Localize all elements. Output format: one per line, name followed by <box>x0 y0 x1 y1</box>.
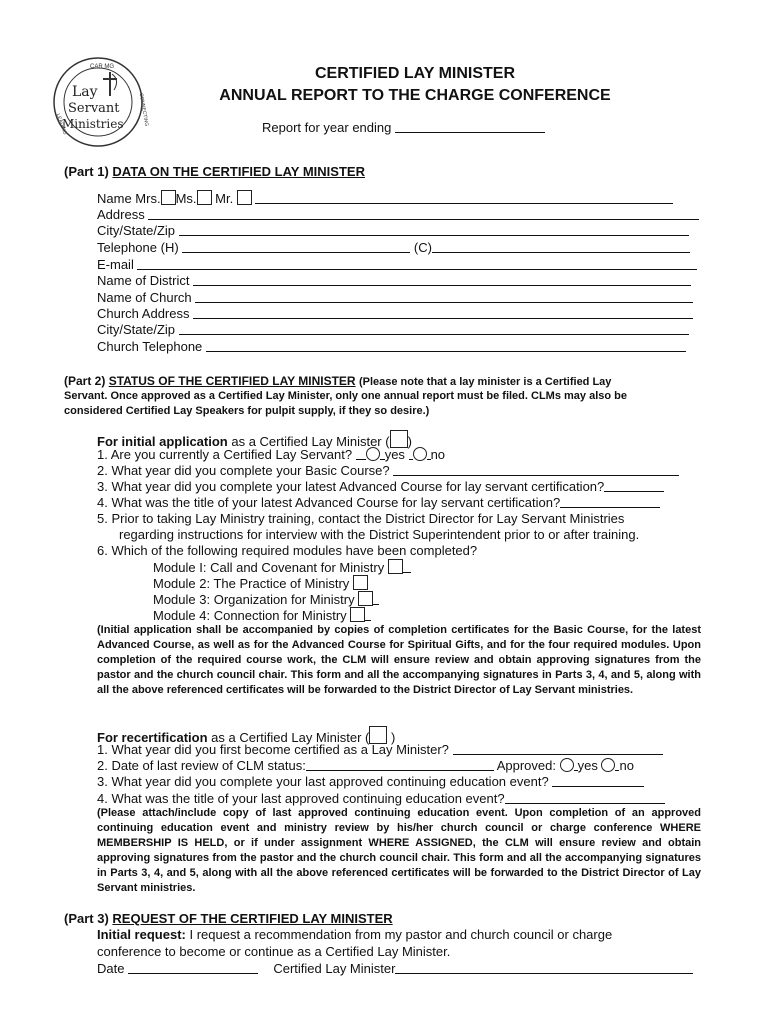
initial-request-label: Initial request: <box>97 927 186 942</box>
svg-text:LEADING: LEADING <box>54 112 68 136</box>
initial-application-text: as a Certified Lay Minister ( <box>231 434 390 449</box>
module-1-label: Module I: Call and Covenant for Ministry <box>153 560 385 575</box>
part2-heading: STATUS OF THE CERTIFIED LAY MINISTER <box>108 374 356 388</box>
approved-no-radio[interactable] <box>601 758 615 772</box>
telephone-home-field[interactable] <box>182 240 410 253</box>
part3-heading: REQUEST OF THE CERTIFIED LAY MINISTER <box>112 911 393 926</box>
recert-question-3-field[interactable] <box>552 774 644 787</box>
report-year-field[interactable] <box>395 120 545 133</box>
email-row <box>97 257 697 273</box>
address-label: Address <box>97 207 145 222</box>
part2-note-2: Servant. Once approved as a Certified Lay Minister, only one annual report must be filed. CLMs may also be <box>64 390 627 402</box>
initial-application-label: For initial application <box>97 434 228 449</box>
telephone-cell-label: (C) <box>413 240 432 255</box>
question-1-text: 1. Are you currently a Certified Lay Servant? <box>97 447 353 462</box>
address-field[interactable] <box>148 207 699 220</box>
question-1-row <box>97 447 445 463</box>
part2-note-3: considered Certified Lay Speakers for pulpit supply, if they so desire.) <box>64 405 430 417</box>
module-2-row <box>153 575 368 592</box>
q1-no-radio[interactable] <box>413 447 427 461</box>
question-2-text: 2. What year did you complete your Basic Course? <box>97 463 390 478</box>
email-field[interactable] <box>137 257 697 270</box>
name-mr-label: Mr. <box>215 191 234 206</box>
question-4-text: 4. What was the title of your latest Advanced Course for lay servant certification? <box>97 495 561 510</box>
part1-header <box>64 164 365 180</box>
question-3-text: 3. What year did you complete your latest Advanced Course for lay servant certification? <box>97 479 605 494</box>
approved-yes-label: yes <box>577 758 598 773</box>
part3-label: (Part 3) <box>64 911 109 926</box>
report-year-row <box>262 120 545 136</box>
telephone-row <box>97 240 690 256</box>
question-5-line2: regarding instructions for interview with the District Superintendent prior to or after training. <box>119 527 640 542</box>
q1-yes-blank <box>356 447 366 460</box>
initial-application-checkbox[interactable] <box>390 430 408 448</box>
church-address-field[interactable] <box>193 306 693 319</box>
svg-text:Ministries: Ministries <box>62 117 124 131</box>
question-6-text: 6. Which of the following required modules have been completed? <box>97 543 478 558</box>
module-3-checkbox[interactable] <box>358 591 373 606</box>
recert-question-4-field[interactable] <box>505 791 665 804</box>
church-telephone-row <box>97 339 686 355</box>
mr-checkbox[interactable] <box>237 190 252 205</box>
recert-question-2-text: 2. Date of last review of CLM status: <box>97 758 306 773</box>
question-2-field[interactable] <box>393 463 679 476</box>
church-name-row <box>97 290 693 306</box>
church-city-field[interactable] <box>179 322 689 335</box>
part2-header <box>64 374 611 390</box>
part2-note-1: (Please note that a lay minister is a Certified Lay <box>358 376 612 388</box>
module-2-label: Module 2: The Practice of Ministry <box>153 576 350 591</box>
form-subtitle: ANNUAL REPORT TO THE CHARGE CONFERENCE <box>219 87 611 104</box>
church-city-label: City/State/Zip <box>97 322 176 337</box>
lay-servant-ministries-seal <box>52 56 150 148</box>
date-label: Date <box>97 961 125 976</box>
recert-question-2-row <box>97 758 634 774</box>
recertification-note: (Please attach/include copy of last approved continuing education event. Upon completion of an approved continuing education event and ministry review by his/her church council or charge conference WHERE MEMBERSHIP IS HELD, or if under assignment WHERE ASSIGNED, the CLM will ensure review and obtain approving signatures from the pastor and the church council chair. This form and all the accompanying signatures in Parts 3, 4, and 5, along with all the above referenced certificates will be forwarded to the District Director of Lay Servant ministries. <box>97 807 701 894</box>
mrs-checkbox[interactable] <box>161 190 176 205</box>
recert-question-4-row <box>97 791 665 807</box>
church-address-row <box>97 306 693 322</box>
address-row <box>97 207 699 223</box>
recert-question-2-field[interactable] <box>306 758 494 771</box>
question-3-field[interactable] <box>604 479 664 492</box>
church-telephone-field[interactable] <box>206 339 686 352</box>
q1-yes-radio[interactable] <box>366 447 380 461</box>
church-address-label: Church Address <box>97 306 190 321</box>
report-year-label: Report for year ending <box>262 120 392 135</box>
question-4-row <box>97 495 660 511</box>
church-city-row <box>97 322 689 338</box>
module-4-label: Module 4: Connection for Ministry <box>153 608 347 623</box>
recert-question-1-text: 1. What year did you first become certified as a Lay Minister? <box>97 742 449 757</box>
name-field[interactable] <box>255 191 673 204</box>
approved-no-label: no <box>619 758 634 773</box>
module-1-blank <box>403 560 411 573</box>
module-3-blank <box>373 592 379 605</box>
name-ms-label: Ms. <box>175 191 197 206</box>
q1-yes-label: yes <box>384 447 405 462</box>
recert-question-3-row <box>97 774 644 790</box>
church-name-field[interactable] <box>195 290 693 303</box>
signature-row <box>97 961 693 977</box>
church-name-label: Name of Church <box>97 290 192 305</box>
recert-question-1-row <box>97 742 663 758</box>
date-field[interactable] <box>128 961 258 974</box>
part3-header <box>64 911 393 927</box>
church-telephone-label: Church Telephone <box>97 339 203 354</box>
question-2-row <box>97 463 679 479</box>
q1-no-label: no <box>430 447 446 462</box>
signature-field[interactable] <box>395 961 693 974</box>
recert-question-4-text: 4. What was the title of your last approved continuing education event? <box>97 791 505 806</box>
initial-request-row <box>97 927 612 943</box>
module-1-row <box>153 559 411 576</box>
module-4-blank <box>365 608 371 621</box>
recert-question-1-field[interactable] <box>453 742 663 755</box>
question-4-field[interactable] <box>560 495 660 508</box>
module-1-checkbox[interactable] <box>388 559 403 574</box>
module-4-row <box>153 607 371 624</box>
initial-request-line2: conference to become or continue as a Certified Lay Minister. <box>97 944 451 959</box>
module-3-label: Module 3: Organization for Ministry <box>153 592 355 607</box>
form-title: CERTIFIED LAY MINISTER <box>314 65 516 82</box>
module-4-checkbox[interactable] <box>350 607 365 622</box>
city-state-zip-field[interactable] <box>179 223 689 236</box>
question-5-line1: 5. Prior to taking Lay Ministry training, contact the District Director for Lay Servant Ministries <box>97 511 625 526</box>
district-label: Name of District <box>97 273 190 288</box>
recert-close-paren: ) <box>391 730 396 745</box>
svg-text:CAR MG: CAR MG <box>90 64 114 70</box>
module-3-row <box>153 591 379 608</box>
recertification-label: For recertification <box>97 730 208 745</box>
initial-request-text: I request a recommendation from my pastor and church council or charge <box>189 927 613 942</box>
name-row <box>97 190 673 207</box>
module-2-checkbox[interactable] <box>353 575 368 590</box>
name-mrs-label: Name Mrs. <box>97 191 161 206</box>
part1-label: (Part 1) <box>64 164 109 179</box>
svg-text:CONNECTING: CONNECTING <box>137 92 150 127</box>
close-paren: ) <box>407 434 412 449</box>
district-field[interactable] <box>193 273 691 286</box>
city-state-zip-label: City/State/Zip <box>97 223 176 238</box>
telephone-home-label: Telephone (H) <box>97 240 179 255</box>
telephone-cell-field[interactable] <box>432 240 690 253</box>
signature-label: Certified Lay Minister <box>273 961 396 976</box>
recertification-text: as a Certified Lay Minister ( <box>211 730 370 745</box>
district-row <box>97 273 691 289</box>
q1-no-blank <box>409 447 413 460</box>
ms-checkbox[interactable] <box>197 190 212 205</box>
svg-text:Lay: Lay <box>72 84 98 100</box>
city-state-zip-row <box>97 223 689 239</box>
recert-question-3-text: 3. What year did you complete your last approved continuing education event? <box>97 774 549 789</box>
part1-heading: DATA ON THE CERTIFIED LAY MINISTER <box>112 164 365 179</box>
approved-yes-radio[interactable] <box>560 758 574 772</box>
question-3-row <box>97 479 664 495</box>
approved-label: Approved: <box>496 758 556 773</box>
initial-application-note: (Initial application shall be accompanied by copies of completion certificates for the Basic Course, for the latest Advanced Course, as well as for the Advanced Course for Spiritual Gifts, and for the four required modules. Upon completion of the required course work, the CLM will ensure review and obtain approving signatures from the pastor and the church council chair. This form and all the accompanying signatures in Parts 3, 4, and 5, along with all the above referenced certificates will be forwarded to the District Director of Lay Servant ministries. <box>97 624 701 696</box>
part2-label: (Part 2) <box>64 374 106 388</box>
email-label: E-mail <box>97 257 134 272</box>
svg-text:Servant: Servant <box>68 101 120 116</box>
